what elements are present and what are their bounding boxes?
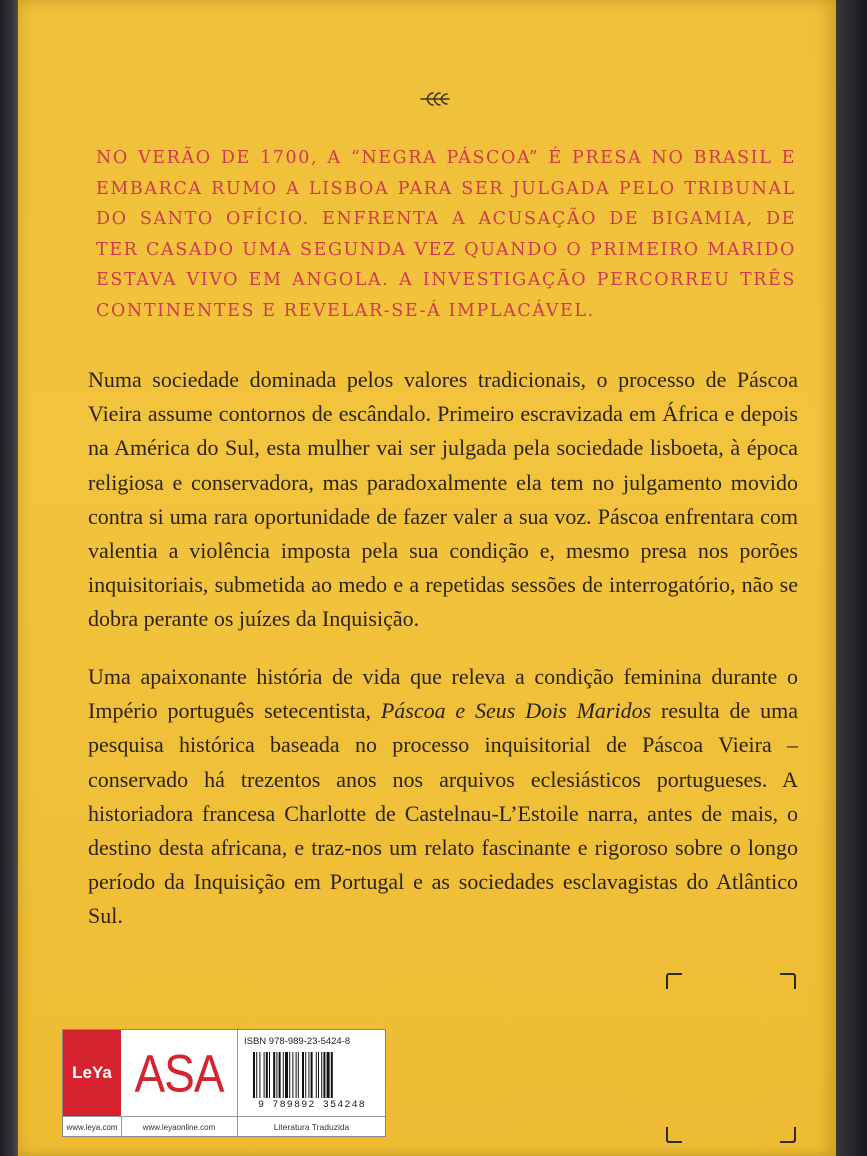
sticker-corner-mark: [666, 1127, 682, 1143]
book-title-italic: Páscoa e Seus Dois Maridos: [380, 698, 652, 724]
barcode-bar: [256, 1052, 257, 1098]
barcode-bar: [259, 1052, 260, 1098]
barcode-bar: [331, 1052, 333, 1098]
barcode-bar: [296, 1052, 297, 1098]
leya-url: www.leya.com: [63, 1116, 122, 1137]
sticker-corner-mark: [666, 973, 682, 989]
barcode-bar: [273, 1052, 275, 1098]
book-back-cover: [18, 0, 836, 1156]
barcode-bar: [285, 1052, 288, 1098]
barcode-bar: [289, 1052, 290, 1098]
background-right-edge: [832, 0, 867, 1156]
description-paragraph-2: [88, 660, 798, 934]
barcode-bar: [318, 1052, 319, 1098]
paragraph-2-rest: resulta de uma pesquisa histórica baseada no processo inquisitorial de Páscoa Vieira – conservado há trezentos anos nos arquivos eclesiásticos portugueses. A historiadora francesa Charlotte de Castelnau-L’Estoile narra, antes de mais, o destino desta africana, e traz-nos um relato fascinante e rigoroso sobre o longo período da Inquisição em Portugal e as sociedades esclavagistas do Atlântico Sul.: [88, 698, 798, 929]
barcode-icon: [252, 1052, 376, 1098]
sticker-corner-mark: [780, 973, 796, 989]
isbn-text: ISBN 978-989-23-5424-8: [244, 1036, 351, 1047]
leyaonline-url: www.leyaonline.com: [121, 1116, 238, 1137]
background-left-edge: [0, 0, 20, 1156]
collection-label: Literatura Traduzida: [238, 1116, 385, 1137]
publisher-label: [62, 1029, 386, 1137]
intro-blurb: NO VERÃO DE 1700, A “NEGRA PÁSCOA” É PRESA NO BRASIL E EMBARCA RUMO A LISBOA PARA SER JULGADA PELO TRIBUNAL DO SANTO OFÍCIO. ENFRENTA A ACUSAÇÃO DE BIGAMIA, DE TER CASADO UMA SEGUNDA VEZ QUANDO O PRIMEIRO MARIDO ESTAVA VIVO EM ANGOLA. A INVESTIGAÇÃO PERCORREU TRÊS CONTINENTES E REVELAR-SE-Á IMPLACÁVEL.: [96, 148, 796, 321]
barcode-bar: [321, 1052, 322, 1098]
barcode-number: 9 789892 354248: [257, 1100, 366, 1111]
barcode-bar: [264, 1052, 265, 1098]
barcode-bar: [302, 1052, 304, 1098]
barcode-bar: [311, 1052, 313, 1098]
barcode-bar: [279, 1052, 281, 1098]
barcode-bar: [305, 1052, 306, 1098]
description-paragraph-1: Numa sociedade dominada pelos valores tradicionais, o processo de Páscoa Vieira assume contornos de escândalo. Primeiro escravizada em África e depois na América do Sul, esta mulher vai ser julgada pela sociedade lisboeta, à época religiosa e conservadora, mas paradoxalmente ela tem no julgamento movido contra si uma rara oportunidade de fazer valer a sua voz. Páscoa enfrentara com valentia a violência imposta pela sua condição e, mesmo presa nos porões inquisitoriais, submetida ao medo e a repetidas sessões de interrogatório, não se dobra perante os juízes da Inquisição.: [88, 367, 798, 632]
barcode-bar: [253, 1052, 255, 1098]
leaf-sprig-icon: [419, 90, 453, 108]
barcode-bar: [292, 1052, 293, 1098]
barcode-bar: [266, 1052, 268, 1098]
barcode-bar: [269, 1052, 270, 1098]
sticker-corner-mark: [780, 1127, 796, 1143]
barcode-bar: [316, 1052, 317, 1098]
asa-logo-box: [121, 1030, 238, 1116]
barcode-bar: [283, 1052, 284, 1098]
barcode-bar: [323, 1052, 325, 1098]
barcode-bar: [298, 1052, 299, 1098]
leya-logo: LeYa: [63, 1030, 121, 1116]
barcode-bar: [327, 1052, 330, 1098]
isbn-area: [238, 1030, 385, 1116]
barcode-bar: [276, 1052, 277, 1098]
paragraph-2-lead: Uma apaixonante história de vida que releva a condição feminina durante o Império português setecentista,: [88, 664, 798, 724]
asa-logo: ASA: [134, 1043, 224, 1103]
barcode-bar: [308, 1052, 309, 1098]
